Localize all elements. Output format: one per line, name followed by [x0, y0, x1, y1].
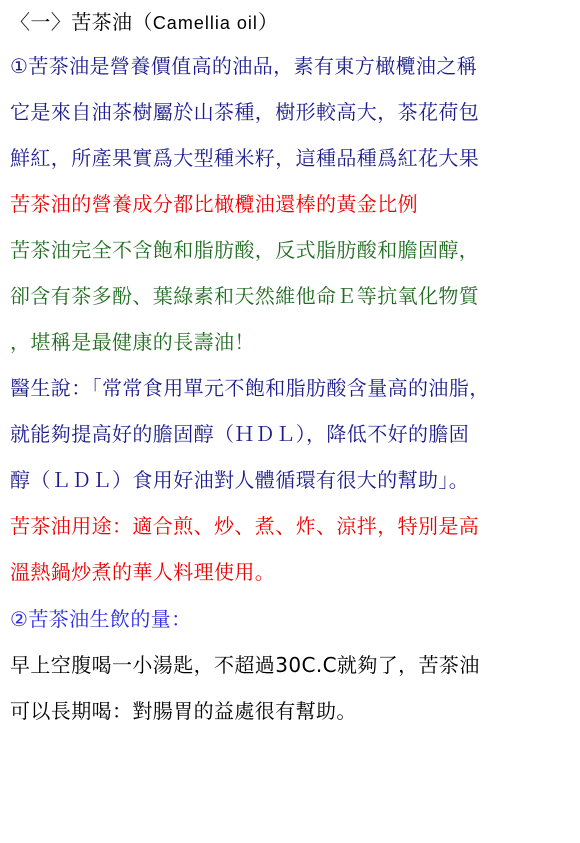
title-prefix: 〈一〉苦茶油（: [10, 10, 153, 34]
doctor-quote: [10, 374, 576, 495]
doctor-line: 醫生說：「常常食用單元不飽和脂肪酸含量高的油脂，: [10, 376, 490, 400]
intro-line: ①苦茶油是營養價值高的油品，素有東方橄欖油之稱: [10, 54, 478, 78]
section-one-intro: [10, 52, 576, 173]
nutrition-line: 卻含有茶多酚、葉綠素和天然維他命Ｅ等抗氧化物質: [10, 284, 480, 308]
title-suffix: ）: [257, 10, 279, 34]
section-two-heading: ②苦茶油生飲的量：: [10, 607, 192, 631]
document-body: [10, 8, 576, 743]
highlight-line: 苦茶油的營養成分都比橄欖油還棒的黃金比例: [10, 192, 418, 216]
dosage-line: 可以長期喝：對腸胃的益處很有幫助。: [10, 699, 357, 723]
dosage-line: 早上空腹喝一小湯匙，不超過30C.C就夠了，苦茶油: [10, 653, 480, 677]
doctor-line: 醇（ＬＤＬ）食用好油對人體循環有很大的幫助」。: [10, 468, 470, 492]
nutrition-line: ，堪稱是最健康的長壽油！: [10, 330, 255, 354]
page-title: [10, 8, 576, 37]
intro-line: 鮮紅，所產果實爲大型種米籽，這種品種爲紅花大果: [10, 146, 480, 170]
intro-line: 它是來自油茶樹屬於山茶種，樹形較高大，茶花荷包: [10, 100, 480, 124]
nutrition-paragraph: [10, 236, 576, 357]
title-latin: Camellia oil: [152, 13, 258, 33]
uses-line: 溫熱鍋炒煮的華人料理使用。: [10, 560, 276, 584]
uses-paragraph: [10, 512, 576, 587]
doctor-line: 就能夠提高好的膽固醇（ＨＤＬ），降低不好的膽固: [10, 422, 470, 446]
uses-line: 苦茶油用途：適合煎、炒、煮、炸、涼拌，特別是高: [10, 514, 480, 538]
section-two-body: [10, 651, 576, 726]
nutrition-line: 苦茶油完全不含飽和脂肪酸，反式脂肪酸和膽固醇，: [10, 238, 480, 262]
